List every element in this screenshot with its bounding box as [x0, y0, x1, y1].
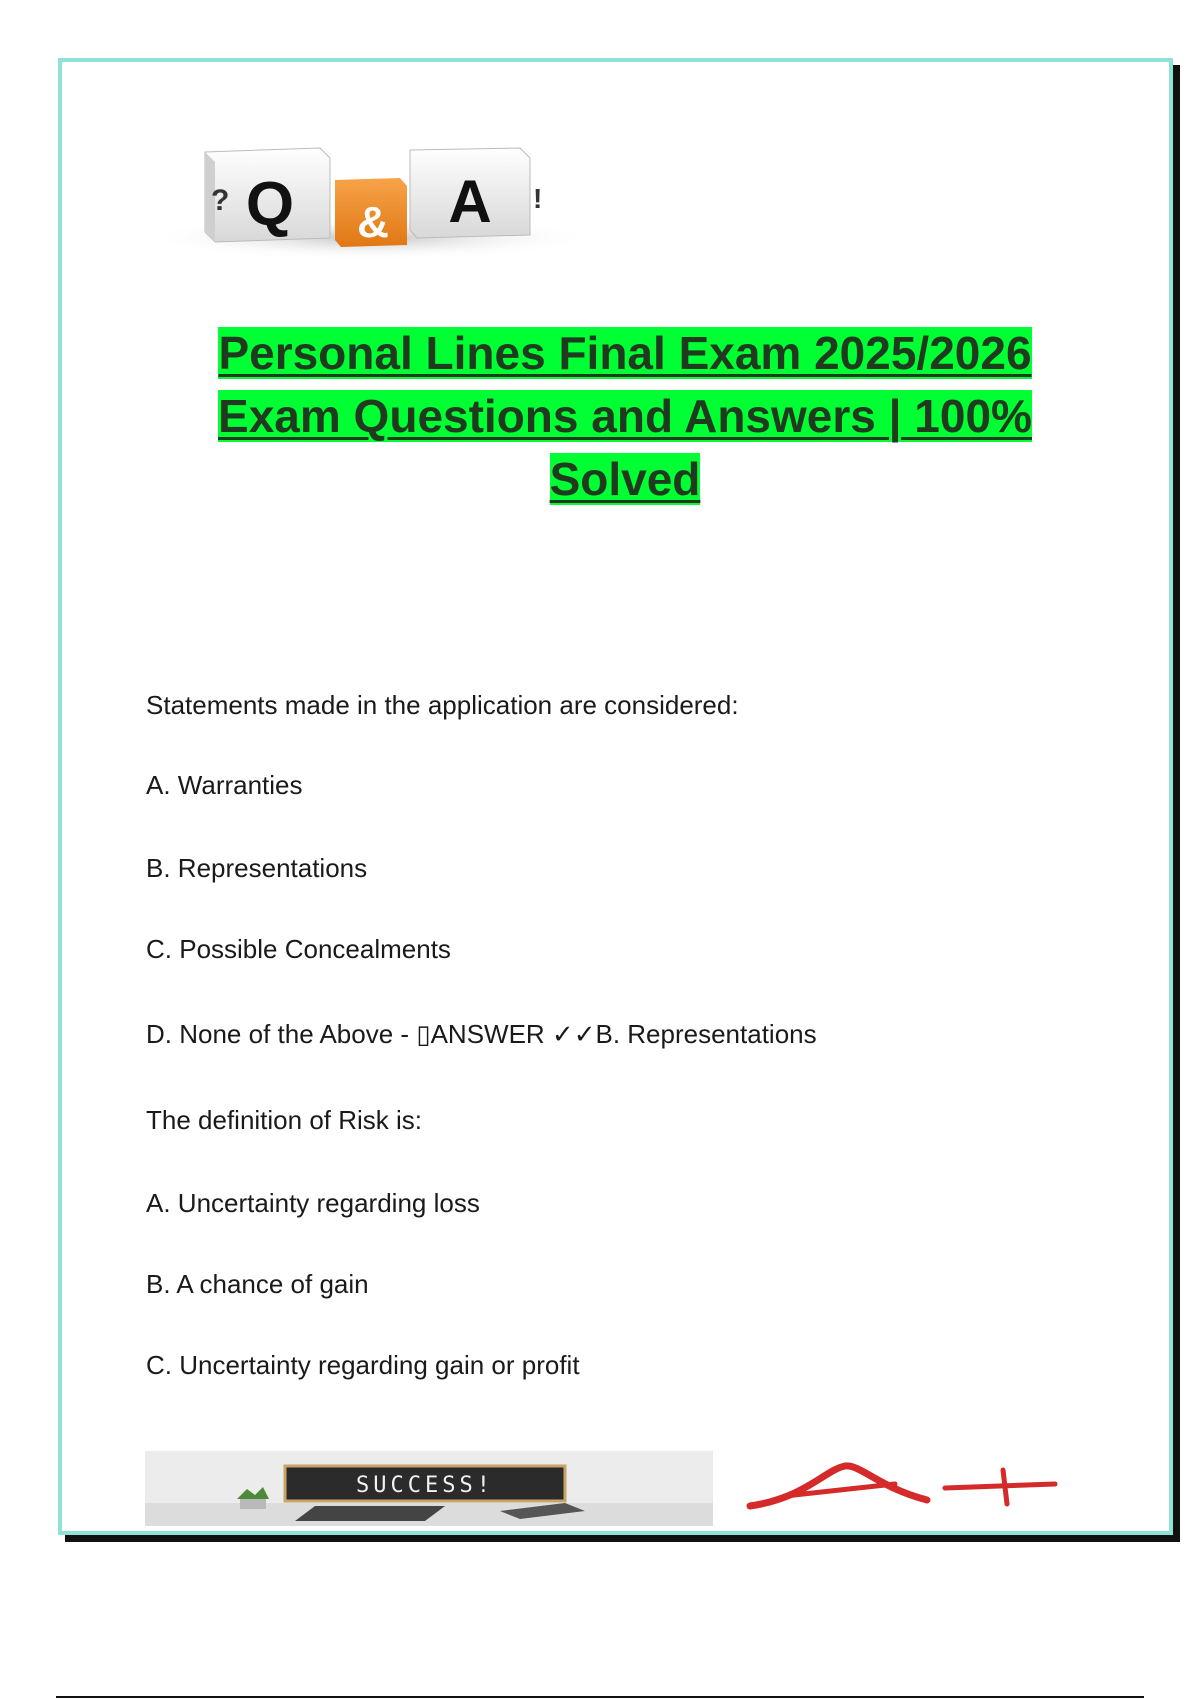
- page-bottom-rule: [56, 1696, 1144, 1698]
- document-title: [160, 322, 1090, 511]
- question-1-option-d-answer: D. None of the Above - ▯ANSWER ✓✓B. Representations: [146, 1019, 817, 1049]
- question-1-prompt: Statements made in the application are considered:: [146, 690, 739, 720]
- success-sign-image: [145, 1451, 713, 1526]
- question-2-prompt: The definition of Risk is:: [146, 1105, 423, 1135]
- qa-dice-logo: [145, 110, 600, 280]
- logo-a-side: !: [533, 183, 543, 214]
- question-1-option-a: A. Warranties: [146, 770, 303, 800]
- question-2-option-b: B. A chance of gain: [146, 1269, 369, 1299]
- logo-amp: &: [357, 198, 389, 247]
- title-line-3: Solved: [549, 453, 701, 505]
- question-1-option-c: C. Possible Concealments: [146, 934, 451, 964]
- success-sign-text: SUCCESS!: [356, 1473, 494, 1498]
- logo-a-letter: A: [448, 168, 492, 235]
- question-2-option-c: C. Uncertainty regarding gain or profit: [146, 1350, 580, 1380]
- title-line-2: Exam Questions and Answers | 100%: [218, 390, 1032, 442]
- a-plus-grade-image: [745, 1458, 1060, 1518]
- logo-q-letter: Q: [245, 170, 295, 239]
- question-1-option-b: B. Representations: [146, 853, 368, 883]
- title-line-1: Personal Lines Final Exam 2025/2026: [218, 327, 1032, 379]
- question-2-option-a: A. Uncertainty regarding loss: [146, 1188, 480, 1218]
- logo-q-side: ?: [211, 184, 230, 217]
